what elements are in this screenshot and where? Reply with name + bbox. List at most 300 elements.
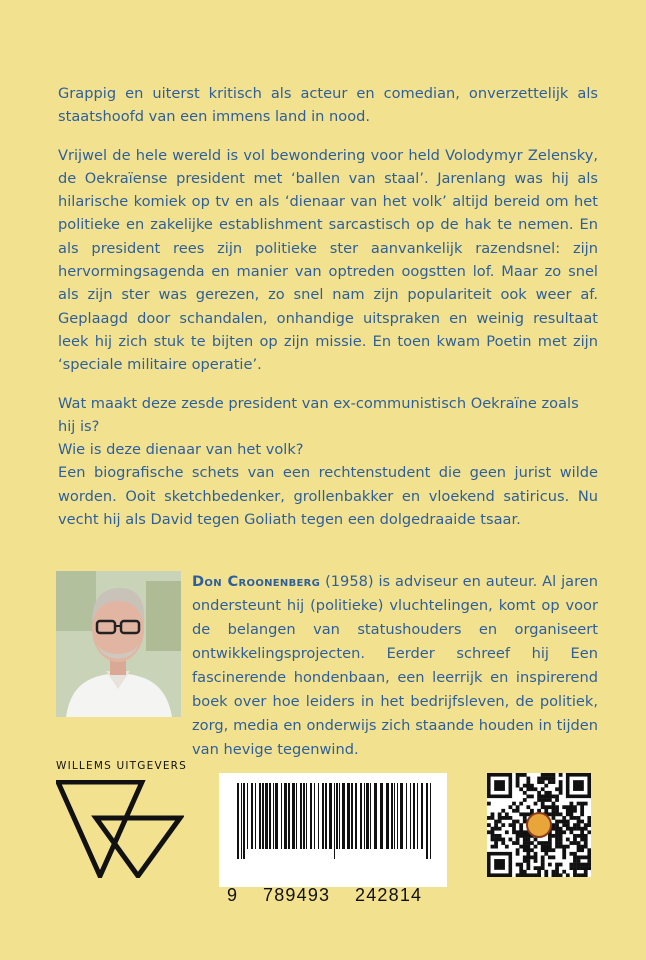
qr-module	[555, 845, 559, 849]
qr-module	[498, 812, 502, 816]
qr-module	[491, 816, 495, 820]
qr-module	[555, 823, 559, 827]
qr-module	[523, 784, 527, 788]
barcode-bar	[255, 783, 256, 849]
qr-module	[526, 777, 530, 781]
qr-module	[523, 838, 527, 842]
qr-module	[577, 823, 581, 827]
barcode-bar	[426, 783, 428, 859]
barcode-bar	[347, 783, 350, 849]
qr-module	[562, 823, 566, 827]
qr-module	[526, 863, 530, 867]
qr-module	[559, 873, 563, 877]
qr-module	[573, 859, 577, 863]
barcode-bar	[247, 783, 248, 849]
qr-module	[555, 812, 559, 816]
qr-module	[552, 809, 556, 813]
qr-module	[580, 845, 584, 849]
qr-module	[537, 780, 541, 784]
qr-module	[534, 866, 538, 870]
qr-module	[516, 848, 520, 852]
qr-module	[526, 812, 530, 816]
qr-module	[487, 830, 491, 834]
qr-module	[566, 838, 570, 842]
barcode-bar	[314, 783, 315, 849]
qr-module	[526, 845, 530, 849]
qr-module	[505, 816, 509, 820]
qr-module	[559, 863, 563, 867]
qr-module	[544, 873, 548, 877]
qr-module	[537, 791, 541, 795]
publisher-logo	[56, 760, 196, 882]
qr-module	[544, 784, 548, 788]
qr-module	[534, 852, 538, 856]
qr-module	[512, 809, 516, 813]
qr-module	[516, 830, 520, 834]
qr-module	[544, 773, 548, 777]
qr-module	[580, 848, 584, 852]
author-photo	[56, 571, 181, 717]
barcode-bar	[265, 783, 268, 849]
qr-module	[544, 805, 548, 809]
qr-module	[559, 838, 563, 842]
qr-module	[569, 852, 573, 856]
qr-module	[580, 863, 584, 867]
qr-module	[580, 809, 584, 813]
qr-module	[555, 838, 559, 842]
qr-module	[523, 855, 527, 859]
qr-module	[523, 859, 527, 863]
qr-module	[552, 773, 556, 777]
qr-module	[587, 866, 591, 870]
qr-module	[537, 870, 541, 874]
qr-module	[537, 873, 541, 877]
qr-module	[569, 809, 573, 813]
back-cover-blurb	[58, 82, 598, 531]
qr-module	[559, 845, 563, 849]
qr-module	[498, 816, 502, 820]
qr-module	[552, 777, 556, 781]
qr-module	[577, 863, 581, 867]
qr-module	[534, 859, 538, 863]
blurb-main: Vrijwel de hele wereld is vol bewondering voor held Volodymyr Zelensky, de Oekraïense president met ‘ballen van staal’. Jarenlang was hij als hilarische komiek op tv en als ‘dienaar van het volk’ altijd bereid om het politieke en zakelijke establishment sarcastisch op de hak te nemen. En als president rees zijn politieke ster aanvankelijk razendsnel: zijn hervormingsagenda en manier van optreden oogstten lof. Maar zo snel als zijn ster was gerezen, zo snel nam zijn populariteit ook weer af. Geplaagd door schandalen, onhandige uitspraken en weinig resultaat leek hij zich stuk te bijten op zijn missie. En toen kwam Poetin met zijn ‘speciale militaire operatie’.	[58, 146, 598, 374]
barcode-bar	[322, 783, 324, 849]
qr-module	[559, 787, 563, 791]
qr-module	[509, 816, 513, 820]
qr-module	[566, 805, 570, 809]
qr-module	[584, 838, 588, 842]
qr-module	[573, 863, 577, 867]
qr-module	[548, 855, 552, 859]
qr-module	[530, 873, 534, 877]
qr-module	[541, 855, 545, 859]
qr-module	[491, 830, 495, 834]
qr-module	[548, 834, 552, 838]
qr-module	[562, 820, 566, 824]
qr-module	[534, 873, 538, 877]
isbn-digit-prefix: 9	[227, 885, 239, 905]
isbn-digits-left: 789493	[263, 885, 331, 905]
qr-module	[548, 805, 552, 809]
qr-module	[523, 820, 527, 824]
qr-module	[526, 787, 530, 791]
qr-module	[573, 873, 577, 877]
qr-module	[541, 859, 545, 863]
qr-module	[501, 823, 505, 827]
barcode-bar	[360, 783, 362, 849]
barcode-bar	[400, 783, 403, 849]
qr-module	[491, 827, 495, 831]
qr-module	[566, 812, 570, 816]
qr-module	[555, 787, 559, 791]
barcode-bar	[397, 783, 398, 849]
qr-module	[566, 873, 570, 877]
qr-module	[516, 863, 520, 867]
qr-module	[573, 823, 577, 827]
qr-module	[569, 805, 573, 809]
qr-finder-pattern	[494, 859, 505, 870]
qr-module	[587, 830, 591, 834]
qr-module	[516, 838, 520, 842]
qr-module	[544, 791, 548, 795]
qr-module	[516, 777, 520, 781]
barcode-bar	[243, 783, 245, 859]
qr-module	[562, 848, 566, 852]
qr-module	[548, 848, 552, 852]
qr-module	[580, 838, 584, 842]
qr-module	[562, 855, 566, 859]
qr-finder-pattern	[494, 780, 505, 791]
qr-module	[512, 827, 516, 831]
qr-module	[569, 816, 573, 820]
qr-module	[498, 820, 502, 824]
qr-module	[494, 827, 498, 831]
qr-module	[584, 845, 588, 849]
qr-module	[530, 809, 534, 813]
qr-module	[498, 834, 502, 838]
qr-module	[530, 848, 534, 852]
qr-module	[577, 845, 581, 849]
qr-module	[573, 855, 577, 859]
barcode-bar	[417, 783, 418, 849]
qr-module	[584, 866, 588, 870]
barcode-bar	[366, 783, 369, 849]
barcode-bar	[303, 783, 305, 849]
qr-code-icon	[487, 773, 591, 877]
qr-module	[501, 809, 505, 813]
qr-module	[516, 784, 520, 788]
qr-module	[516, 841, 520, 845]
qr-module	[562, 816, 566, 820]
qr-module	[548, 777, 552, 781]
qr-module	[555, 866, 559, 870]
qr-module	[509, 838, 513, 842]
qr-module	[509, 805, 513, 809]
qr-module	[505, 830, 509, 834]
qr-module	[537, 777, 541, 781]
qr-module	[569, 812, 573, 816]
qr-module	[519, 834, 523, 838]
qr-module	[494, 820, 498, 824]
qr-module	[584, 827, 588, 831]
qr-module	[548, 791, 552, 795]
qr-module	[552, 812, 556, 816]
qr-module	[577, 848, 581, 852]
qr-module	[537, 795, 541, 799]
qr-module	[577, 859, 581, 863]
qr-module	[494, 823, 498, 827]
qr-module	[587, 848, 591, 852]
qr-module	[577, 841, 581, 845]
qr-module	[555, 805, 559, 809]
qr-module	[512, 802, 516, 806]
qr-module	[491, 845, 495, 849]
qr-module	[526, 838, 530, 842]
barcode-bars	[219, 773, 447, 863]
qr-module	[577, 834, 581, 838]
barcode-bar	[281, 783, 282, 849]
qr-module	[523, 791, 527, 795]
qr-module	[566, 823, 570, 827]
qr-module	[566, 820, 570, 824]
qr-module	[555, 841, 559, 845]
qr-module	[523, 798, 527, 802]
qr-module	[523, 873, 527, 877]
barcode-bar	[351, 783, 353, 849]
qr-module	[523, 834, 527, 838]
qr-module	[584, 873, 588, 877]
author-bio	[192, 570, 598, 762]
qr-module	[526, 852, 530, 856]
barcode-bar	[259, 783, 261, 849]
qr-module	[552, 805, 556, 809]
qr-finder-pattern	[573, 780, 584, 791]
qr-module	[541, 863, 545, 867]
qr-module	[555, 830, 559, 834]
qr-module	[573, 827, 577, 831]
qr-module	[577, 873, 581, 877]
qr-module	[544, 870, 548, 874]
qr-module	[569, 827, 573, 831]
qr-module	[509, 823, 513, 827]
qr-module	[577, 827, 581, 831]
qr-center-badge	[527, 813, 551, 837]
qr-module	[523, 841, 527, 845]
qr-module	[548, 841, 552, 845]
qr-module	[573, 841, 577, 845]
qr-module	[512, 841, 516, 845]
qr-module	[541, 866, 545, 870]
qr-module	[530, 784, 534, 788]
qr-module	[519, 823, 523, 827]
qr-module	[562, 805, 566, 809]
qr-module	[526, 866, 530, 870]
qr-module	[534, 845, 538, 849]
qr-module	[519, 870, 523, 874]
qr-module	[519, 812, 523, 816]
barcode-bar	[296, 783, 297, 849]
qr-module	[516, 834, 520, 838]
qr-module	[534, 838, 538, 842]
barcode-bar	[339, 783, 340, 849]
qr-module	[523, 870, 527, 874]
barcode-bar	[394, 783, 395, 849]
blurb-question-1: Wat maakt deze zesde president van ex-communistisch Oekraïne zoals hij is?	[58, 394, 579, 435]
qr-module	[555, 834, 559, 838]
barcode-bar	[241, 783, 242, 859]
qr-module	[552, 873, 556, 877]
qr-module	[516, 873, 520, 877]
qr-module	[516, 773, 520, 777]
qr-module	[526, 841, 530, 845]
qr-module	[530, 795, 534, 799]
barcode-bar	[284, 783, 287, 849]
barcode-bar	[273, 783, 274, 849]
qr-module	[562, 845, 566, 849]
barcode-bar	[334, 783, 335, 859]
qr-module	[587, 816, 591, 820]
qr-module	[516, 820, 520, 824]
qr-module	[562, 830, 566, 834]
qr-module	[541, 802, 545, 806]
qr-module	[516, 780, 520, 784]
barcode-bar	[306, 783, 307, 849]
qr-module	[566, 827, 570, 831]
publisher-mark-icon	[56, 780, 184, 878]
barcode-bar	[292, 783, 295, 849]
qr-module	[516, 852, 520, 856]
qr-module	[552, 827, 556, 831]
barcode-bar	[329, 783, 332, 849]
qr-module	[577, 820, 581, 824]
barcode-bar	[364, 783, 365, 849]
qr-module	[526, 873, 530, 877]
qr-module	[577, 866, 581, 870]
qr-module	[555, 873, 559, 877]
qr-module	[548, 838, 552, 842]
qr-module	[584, 863, 588, 867]
barcode-bar	[413, 783, 415, 849]
qr-module	[526, 859, 530, 863]
qr-module	[498, 827, 502, 831]
qr-module	[494, 834, 498, 838]
qr-module	[526, 855, 530, 859]
qr-module	[573, 838, 577, 842]
qr-module	[519, 866, 523, 870]
qr-module	[519, 863, 523, 867]
qr-module	[587, 823, 591, 827]
qr-module	[519, 845, 523, 849]
qr-module	[577, 855, 581, 859]
qr-module	[512, 820, 516, 824]
barcode-bar	[325, 783, 327, 849]
qr-module	[494, 845, 498, 849]
qr-module	[555, 795, 559, 799]
barcode-bar	[251, 783, 253, 849]
author-bio-text: (1958) is adviseur en auteur. Al jaren ondersteunt hij (politieke) vluchtelingen, komt op voor de belangen van statushouders en organiseert ontwikkelingsprojecten. Eerder schreef hij Een fascinerende hondenbaan, een leerrijk en inspirerend boek over hoe leiders in het bedrijfsleven, de politiek, zorg, media en onderwijs zich staande houden in tijden van hevige tegenwind.	[192, 573, 598, 758]
qr-module	[541, 795, 545, 799]
qr-module	[519, 830, 523, 834]
qr-module	[523, 848, 527, 852]
barcode-bar	[336, 783, 338, 849]
qr-module	[573, 852, 577, 856]
qr-module	[580, 855, 584, 859]
qr-module	[544, 845, 548, 849]
barcode-bar	[262, 783, 264, 849]
qr-module	[519, 873, 523, 877]
barcode-bar	[269, 783, 271, 849]
qr-module	[559, 827, 563, 831]
qr-module	[544, 809, 548, 813]
barcode-bar	[288, 783, 290, 849]
qr-module	[548, 863, 552, 867]
qr-module	[559, 830, 563, 834]
qr-module	[552, 834, 556, 838]
barcode-bar	[237, 783, 239, 859]
qr-module	[573, 834, 577, 838]
qr-module	[526, 848, 530, 852]
qr-module	[544, 777, 548, 781]
qr-module	[526, 795, 530, 799]
qr-module	[523, 845, 527, 849]
qr-module	[541, 845, 545, 849]
qr-module	[523, 830, 527, 834]
qr-module	[541, 773, 545, 777]
barcode-bar	[410, 783, 411, 849]
qr-module	[555, 809, 559, 813]
qr-module	[544, 795, 548, 799]
qr-module	[512, 823, 516, 827]
qr-module	[530, 841, 534, 845]
qr-module	[548, 812, 552, 816]
qr-module	[548, 795, 552, 799]
qr-module	[559, 780, 563, 784]
qr-module	[501, 841, 505, 845]
qr-module	[584, 841, 588, 845]
barcode-bar	[406, 783, 407, 849]
qr-module	[555, 798, 559, 802]
qr-module	[573, 805, 577, 809]
qr-module	[580, 830, 584, 834]
qr-module	[487, 823, 491, 827]
qr-module	[580, 873, 584, 877]
qr-module	[569, 802, 573, 806]
qr-module	[555, 827, 559, 831]
qr-module	[516, 809, 520, 813]
qr-module	[537, 798, 541, 802]
qr-module	[580, 827, 584, 831]
blurb-question-2: Wie is deze dienaar van het volk?	[58, 441, 304, 459]
barcode-bar	[391, 783, 393, 849]
qr-module	[523, 816, 527, 820]
qr-module	[534, 855, 538, 859]
qr-module	[580, 866, 584, 870]
qr-module	[530, 787, 534, 791]
qr-module	[559, 820, 563, 824]
qr-module	[548, 780, 552, 784]
qr-module	[552, 780, 556, 784]
qr-module	[523, 812, 527, 816]
qr-module	[541, 780, 545, 784]
qr-module	[552, 795, 556, 799]
qr-module	[505, 812, 509, 816]
qr-module	[491, 834, 495, 838]
qr-module	[559, 773, 563, 777]
qr-module	[519, 787, 523, 791]
qr-module	[544, 798, 548, 802]
barcode-bar	[370, 783, 371, 849]
qr-module	[580, 834, 584, 838]
